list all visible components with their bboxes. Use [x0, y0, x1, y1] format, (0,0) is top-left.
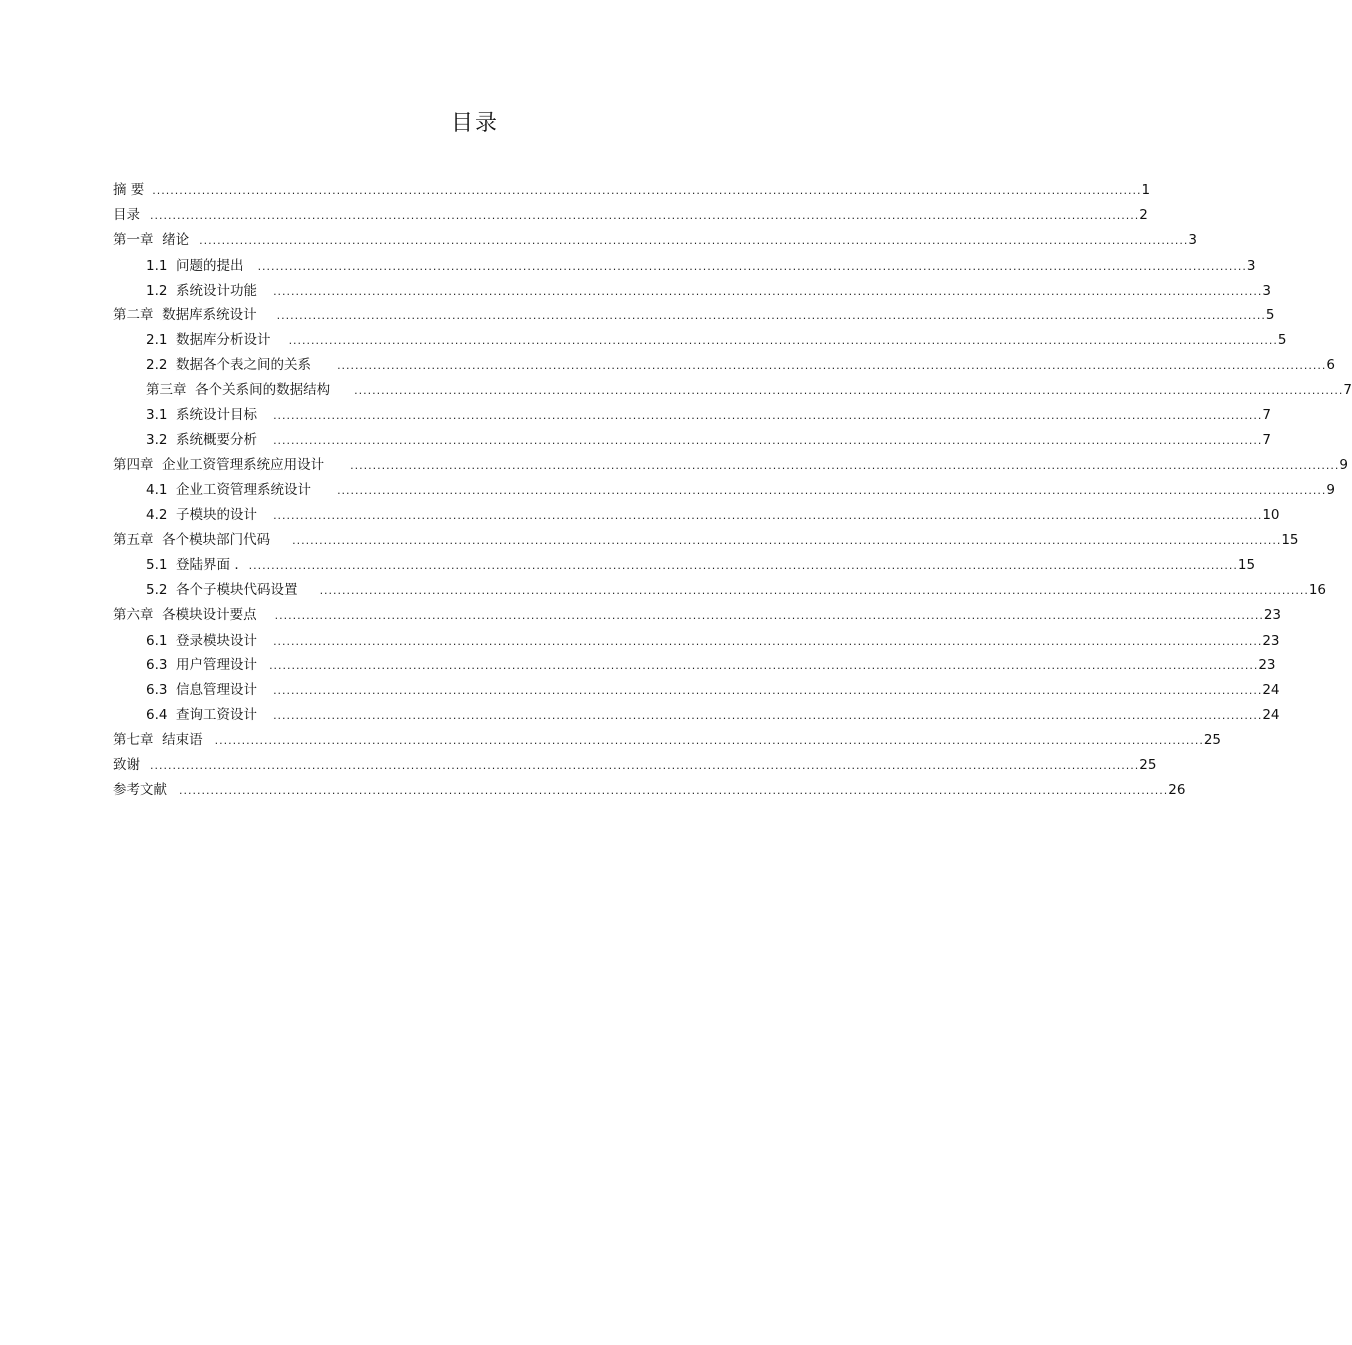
toc-page-number: 9 — [1326, 482, 1335, 498]
toc-leader-dots: ............................................................................................................................................................................................................................ — [319, 584, 1309, 597]
toc-entry-label: 致谢 — [113, 757, 140, 773]
toc-entry-label: 第二章 数据库系统设计 — [113, 307, 257, 323]
toc-page-number: 7 — [1262, 407, 1271, 423]
toc-page-number: 6 — [1326, 357, 1335, 373]
toc-entry-label: 摘 要 — [113, 182, 145, 198]
toc-entry-label: 2.1 数据库分析设计 — [146, 332, 271, 348]
toc-page-number: 23 — [1262, 633, 1280, 649]
toc-leader-dots: ............................................................................................................................................................................................................................ — [350, 459, 1340, 472]
toc-entry-label: 参考文献 — [113, 782, 167, 798]
toc-entry-label: 第七章 结束语 — [113, 732, 203, 748]
toc-entry-label: 第四章 企业工资管理系统应用设计 — [113, 457, 325, 473]
toc-leader-dots: ............................................................................................................................................................................................................................ — [150, 759, 1140, 772]
toc-leader-dots: ............................................................................................................................................................................................................................ — [273, 709, 1263, 722]
toc-page-number: 15 — [1281, 532, 1299, 548]
toc-page-number: 23 — [1263, 607, 1282, 623]
toc-entry-label: 6.1 登录模块设计 — [146, 633, 258, 649]
toc-entry-label: 第三章 各个关系间的数据结构 — [146, 382, 331, 398]
toc-entry[interactable] — [113, 755, 1157, 775]
toc-entry-label: 6.4 查询工资设计 — [146, 707, 258, 723]
toc-leader-dots: ............................................................................................................................................................................................................................ — [292, 534, 1282, 547]
toc-entry[interactable] — [146, 480, 1335, 500]
toc-entry[interactable] — [146, 281, 1271, 301]
page-title: 目录 — [450, 111, 499, 136]
toc-page-number: 5 — [1265, 307, 1275, 323]
toc-entry[interactable] — [146, 405, 1271, 425]
toc-leader-dots: ............................................................................................................................................................................................................................ — [276, 309, 1266, 322]
toc-page-number: 10 — [1262, 507, 1280, 523]
toc-leader-dots: ............................................................................................................................................................................................................................ — [152, 184, 1142, 197]
toc-entry-label: 2.2 数据各个表之间的关系 — [146, 357, 312, 373]
toc-leader-dots: ............................................................................................................................................................................................................................ — [274, 609, 1264, 622]
toc-entry-label: 3.1 系统设计目标 — [146, 407, 258, 423]
toc-entry[interactable] — [146, 256, 1256, 276]
toc-entry-label: 6.3 用户管理设计 — [146, 657, 258, 673]
toc-entry-label: 6.3 信息管理设计 — [146, 682, 258, 698]
toc-entry[interactable] — [146, 705, 1280, 725]
toc-entry[interactable] — [146, 330, 1287, 350]
toc-entry[interactable] — [113, 305, 1275, 325]
toc-entry[interactable] — [146, 631, 1280, 651]
toc-entry[interactable] — [113, 205, 1148, 225]
toc-entry[interactable] — [146, 355, 1335, 375]
toc-leader-dots: ............................................................................................................................................................................................................................ — [257, 260, 1247, 273]
toc-leader-dots: ............................................................................................................................................................................................................................ — [269, 659, 1259, 672]
toc-page-number: 9 — [1339, 457, 1348, 473]
toc-page-number: 5 — [1277, 332, 1287, 348]
toc-leader-dots: ............................................................................................................................................................................................................................ — [248, 559, 1238, 572]
toc-page-number: 7 — [1343, 382, 1352, 398]
toc-page-number: 24 — [1262, 707, 1280, 723]
toc-leader-dots: ............................................................................................................................................................................................................................ — [354, 384, 1344, 397]
toc-leader-dots: ............................................................................................................................................................................................................................ — [179, 784, 1169, 797]
toc-entry[interactable] — [113, 455, 1348, 475]
toc-page-number: 16 — [1308, 582, 1326, 598]
toc-entry-label: 1.1 问题的提出 — [146, 258, 244, 274]
toc-entry[interactable] — [146, 555, 1256, 575]
toc-entry-label: 5.1 登陆界面 . — [146, 557, 239, 573]
toc-page-number: 2 — [1139, 207, 1148, 223]
toc-entry[interactable] — [113, 230, 1197, 250]
toc-entry[interactable] — [113, 730, 1222, 750]
toc-entry-label: 第五章 各个模块部门代码 — [113, 532, 271, 548]
toc-entry-label: 3.2 系统概要分析 — [146, 432, 258, 448]
toc-leader-dots: ............................................................................................................................................................................................................................ — [199, 234, 1189, 247]
toc-entry[interactable] — [146, 580, 1326, 600]
toc-leader-dots: ............................................................................................................................................................................................................................ — [273, 409, 1263, 422]
toc-leader-dots: ............................................................................................................................................................................................................................ — [273, 285, 1263, 298]
toc-entry-label: 目录 — [113, 207, 140, 223]
toc-entry[interactable] — [146, 505, 1280, 525]
toc-entry[interactable] — [146, 430, 1271, 450]
toc-leader-dots: ............................................................................................................................................................................................................................ — [273, 684, 1263, 697]
toc-entry-label: 第六章 各模块设计要点 — [113, 607, 257, 623]
toc-leader-dots: ............................................................................................................................................................................................................................ — [273, 434, 1263, 447]
toc-page-number: 3 — [1188, 232, 1197, 248]
toc-entry[interactable] — [113, 180, 1151, 200]
toc-entry[interactable] — [113, 780, 1186, 800]
toc-page-number: 26 — [1168, 782, 1186, 798]
toc-leader-dots: ............................................................................................................................................................................................................................ — [273, 635, 1263, 648]
toc-page-number: 23 — [1258, 657, 1276, 673]
toc-page-number: 15 — [1237, 557, 1256, 573]
toc-leader-dots: ............................................................................................................................................................................................................................ — [273, 509, 1263, 522]
toc-entry-label: 第一章 绪论 — [113, 232, 190, 248]
toc-page-number: 25 — [1203, 732, 1222, 748]
toc-leader-dots: ............................................................................................................................................................................................................................ — [150, 209, 1140, 222]
toc-entry-label: 1.2 系统设计功能 — [146, 283, 258, 299]
toc-page-number: 25 — [1139, 757, 1157, 773]
toc-page-number: 7 — [1262, 432, 1271, 448]
toc-page-number: 24 — [1262, 682, 1280, 698]
toc-entry[interactable] — [146, 680, 1280, 700]
toc-entry-label: 4.1 企业工资管理系统设计 — [146, 482, 312, 498]
toc-page-number: 1 — [1141, 182, 1151, 198]
toc-entry[interactable] — [113, 605, 1282, 625]
toc-page-number: 3 — [1262, 283, 1271, 299]
toc-entry[interactable] — [113, 530, 1299, 550]
toc-page-number: 3 — [1246, 258, 1256, 274]
toc-entry-label: 4.2 子模块的设计 — [146, 507, 258, 523]
toc-leader-dots: ............................................................................................................................................................................................................................ — [288, 334, 1278, 347]
toc-entry-label: 5.2 各个子模块代码设置 — [146, 582, 298, 598]
toc-entry[interactable] — [146, 380, 1352, 400]
toc-entry[interactable] — [146, 655, 1276, 675]
toc-leader-dots: ............................................................................................................................................................................................................................ — [337, 484, 1327, 497]
toc-leader-dots: ............................................................................................................................................................................................................................ — [337, 359, 1327, 372]
toc-leader-dots: ............................................................................................................................................................................................................................ — [214, 734, 1204, 747]
